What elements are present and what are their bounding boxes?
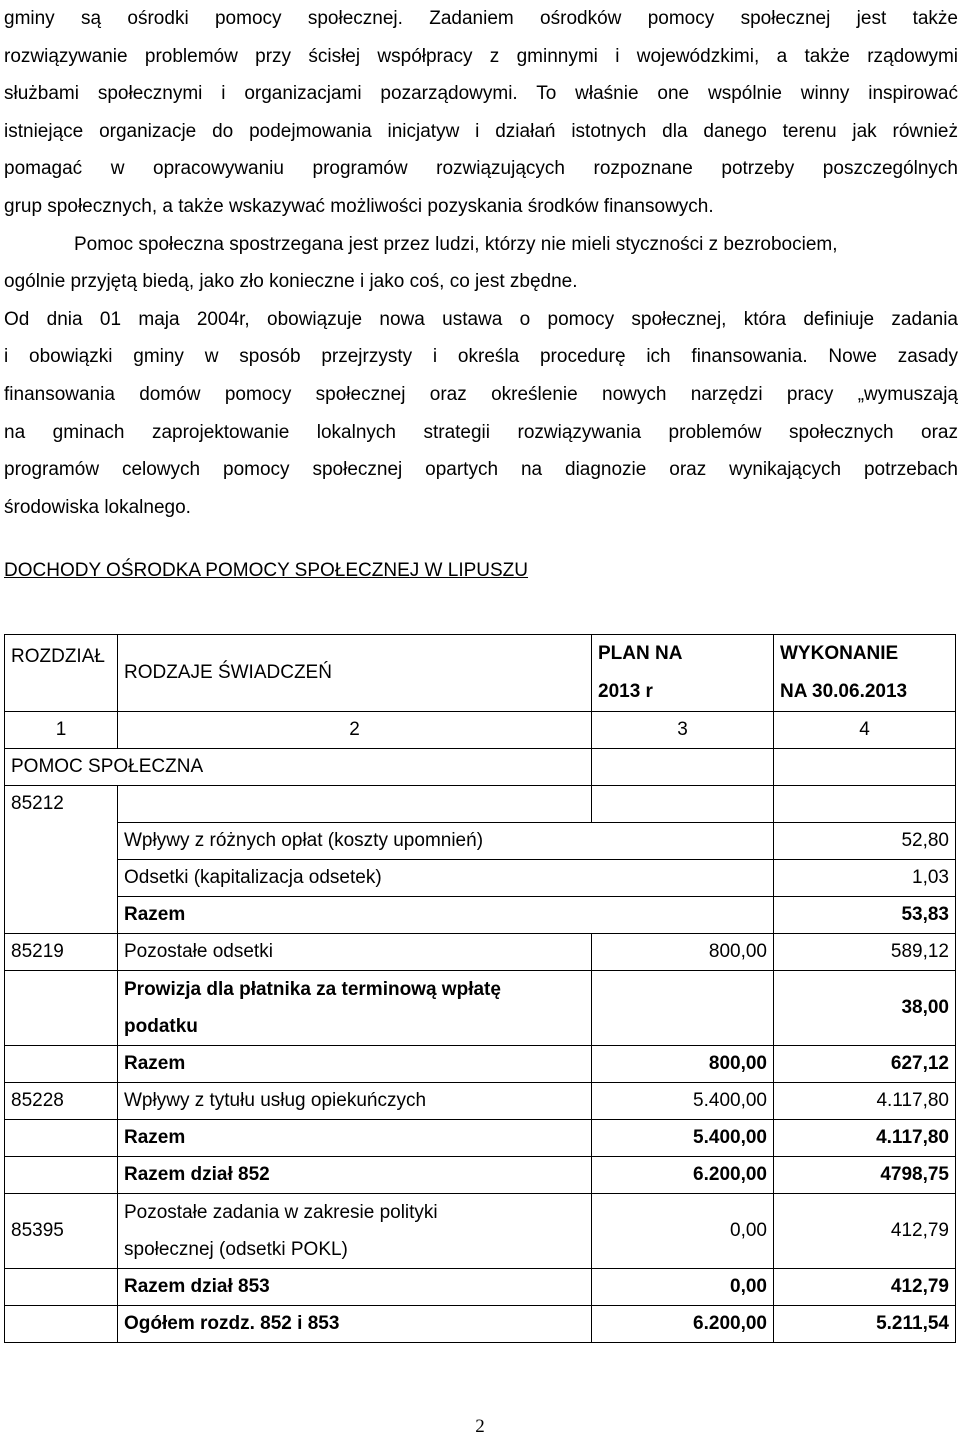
row-label: Ogółem rozdz. 852 i 853 xyxy=(118,1306,592,1343)
header-wykonanie xyxy=(774,635,956,712)
row-label xyxy=(118,1194,592,1269)
row-label-line1: Prowizja dla płatnika za terminową wpłatę xyxy=(124,979,501,1000)
text-line: i obowiązki gminy w sposób przejrzysty i określa procedurę ich finansowania. Nowe zasady xyxy=(4,346,958,368)
text-line: finansowania domów pomocy społecznej oraz określenie nowych narzędzi pracy „wymuszają xyxy=(4,383,958,405)
table-row xyxy=(5,786,956,823)
rozdzial-85228: 85228 xyxy=(5,1083,118,1120)
header-rodzaje: RODZAJE ŚWIADCZEŃ xyxy=(118,635,592,712)
col-number: 1 xyxy=(5,712,118,749)
text-line: programów celowych pomocy społecznej opartych na diagnozie oraz wynikających potrzebach xyxy=(4,459,958,481)
text-line: istniejące organizacje do podejmowania inicjatyw i działań istotnych dla danego terenu jak również xyxy=(4,120,958,142)
exec-value: 1,03 xyxy=(774,860,956,897)
empty-cell xyxy=(5,1269,118,1306)
text-line: Od dnia 01 maja 2004r, obowiązuje nowa ustawa o pomocy społecznej, która definiuje zadania xyxy=(4,308,958,330)
text-line: ogólnie przyjętą biedą, jako zło konieczne i jako coś, co jest zbędne. xyxy=(4,271,578,293)
paragraph-3 xyxy=(4,301,958,527)
text-line: środowiska lokalnego. xyxy=(4,496,191,518)
paragraph-2 xyxy=(4,226,958,301)
row-label: Razem dział 852 xyxy=(118,1157,592,1194)
col-number: 2 xyxy=(118,712,592,749)
table-row xyxy=(5,823,956,860)
intro-paragraph xyxy=(4,0,958,226)
plan-value: 5.400,00 xyxy=(592,1120,774,1157)
plan-value: 5.400,00 xyxy=(592,1083,774,1120)
exec-value: 4.117,80 xyxy=(774,1083,956,1120)
row-label: Razem xyxy=(118,1120,592,1157)
rozdzial-85219: 85219 xyxy=(5,934,118,971)
empty-cell xyxy=(5,1120,118,1157)
table-row xyxy=(5,712,956,749)
plan-value: 6.200,00 xyxy=(592,1306,774,1343)
section-title: POMOC SPOŁECZNA xyxy=(5,749,592,786)
exec-value: 4.117,80 xyxy=(774,1120,956,1157)
table-row xyxy=(5,860,956,897)
header-plan xyxy=(592,635,774,712)
exec-value: 52,80 xyxy=(774,823,956,860)
empty-cell xyxy=(5,1306,118,1343)
table-row xyxy=(5,934,956,971)
text-line: na gminach zaprojektowanie lokalnych strategii rozwiązywania problemów społecznych oraz xyxy=(4,421,958,443)
row-label: Razem xyxy=(118,1046,592,1083)
table-row xyxy=(5,1046,956,1083)
row-label: Razem dział 853 xyxy=(118,1269,592,1306)
table-row xyxy=(5,1120,956,1157)
plan-value: 800,00 xyxy=(592,934,774,971)
text-line: Pomoc społeczna spostrzegana jest przez ludzi, którzy nie mieli styczności z bezrobociem, xyxy=(74,233,838,255)
row-label: Wpływy z tytułu usług opiekuńczych xyxy=(118,1083,592,1120)
plan-value: 0,00 xyxy=(592,1194,774,1269)
exec-value: 589,12 xyxy=(774,934,956,971)
row-label-line1: Pozostałe zadania w zakresie polityki xyxy=(124,1202,438,1223)
table-row xyxy=(5,749,956,786)
section-heading: DOCHODY OŚRODKA POMOCY SPOŁECZNEJ W LIPUSZU xyxy=(4,560,529,581)
rozdzial-85212: 85212 xyxy=(5,786,118,934)
col-number: 3 xyxy=(592,712,774,749)
table-row xyxy=(5,897,956,934)
rozdzial-85395: 85395 xyxy=(5,1194,118,1269)
income-table xyxy=(4,634,956,1343)
row-label-line2: społecznej (odsetki POKL) xyxy=(124,1239,348,1260)
header-wykonanie-line1: WYKONANIE xyxy=(780,643,899,664)
exec-value: 5.211,54 xyxy=(774,1306,956,1343)
empty-cell xyxy=(5,971,118,1046)
table-row xyxy=(5,1269,956,1306)
table-row xyxy=(5,1083,956,1120)
exec-value: 53,83 xyxy=(774,897,956,934)
plan-value: 0,00 xyxy=(592,1269,774,1306)
empty-cell xyxy=(592,971,774,1046)
exec-value: 627,12 xyxy=(774,1046,956,1083)
text-line: służbami społecznymi i organizacjami pozarządowymi. To właśnie one wspólnie winny inspirować xyxy=(4,83,958,105)
table-row xyxy=(5,1194,956,1269)
exec-value: 412,79 xyxy=(774,1269,956,1306)
table-row xyxy=(5,1306,956,1343)
text-line: rozwiązywanie problemów przy ścisłej współpracy z gminnymi i wojewódzkimi, a także rządowymi xyxy=(4,45,958,67)
exec-value: 412,79 xyxy=(774,1194,956,1269)
table-row xyxy=(5,971,956,1046)
exec-value: 38,00 xyxy=(774,971,956,1046)
empty-cell xyxy=(592,749,774,786)
row-label: Odsetki (kapitalizacja odsetek) xyxy=(118,860,774,897)
plan-value: 6.200,00 xyxy=(592,1157,774,1194)
table-row xyxy=(5,1157,956,1194)
text-line: pomagać w opracowywaniu programów rozwiązujących rozpoznane potrzeby poszczególnych xyxy=(4,158,958,180)
exec-value: 4798,75 xyxy=(774,1157,956,1194)
empty-cell xyxy=(774,749,956,786)
empty-cell xyxy=(774,786,956,823)
body-text xyxy=(4,0,958,526)
table-header-row xyxy=(5,635,956,712)
header-rozdzial: ROZDZIAŁ xyxy=(5,635,118,712)
empty-cell xyxy=(5,1157,118,1194)
header-plan-line1: PLAN NA xyxy=(598,643,683,664)
empty-cell xyxy=(592,786,774,823)
header-plan-line2: 2013 r xyxy=(598,681,653,702)
empty-cell xyxy=(5,1046,118,1083)
text-line: grup społecznych, a także wskazywać możliwości pozyskania środków finansowych. xyxy=(4,195,714,217)
row-label: Pozostałe odsetki xyxy=(118,934,592,971)
col-number: 4 xyxy=(774,712,956,749)
row-label: Razem xyxy=(118,897,774,934)
empty-cell xyxy=(118,786,592,823)
plan-value: 800,00 xyxy=(592,1046,774,1083)
row-label xyxy=(118,971,592,1046)
header-wykonanie-line2: NA 30.06.2013 xyxy=(780,681,908,702)
text-line: gminy są ośrodki pomocy społecznej. Zadaniem ośrodków pomocy społecznej jest także xyxy=(4,8,958,29)
page-number: 2 xyxy=(475,1416,485,1437)
row-label-line2: podatku xyxy=(124,1016,198,1037)
row-label: Wpływy z różnych opłat (koszty upomnień) xyxy=(118,823,774,860)
